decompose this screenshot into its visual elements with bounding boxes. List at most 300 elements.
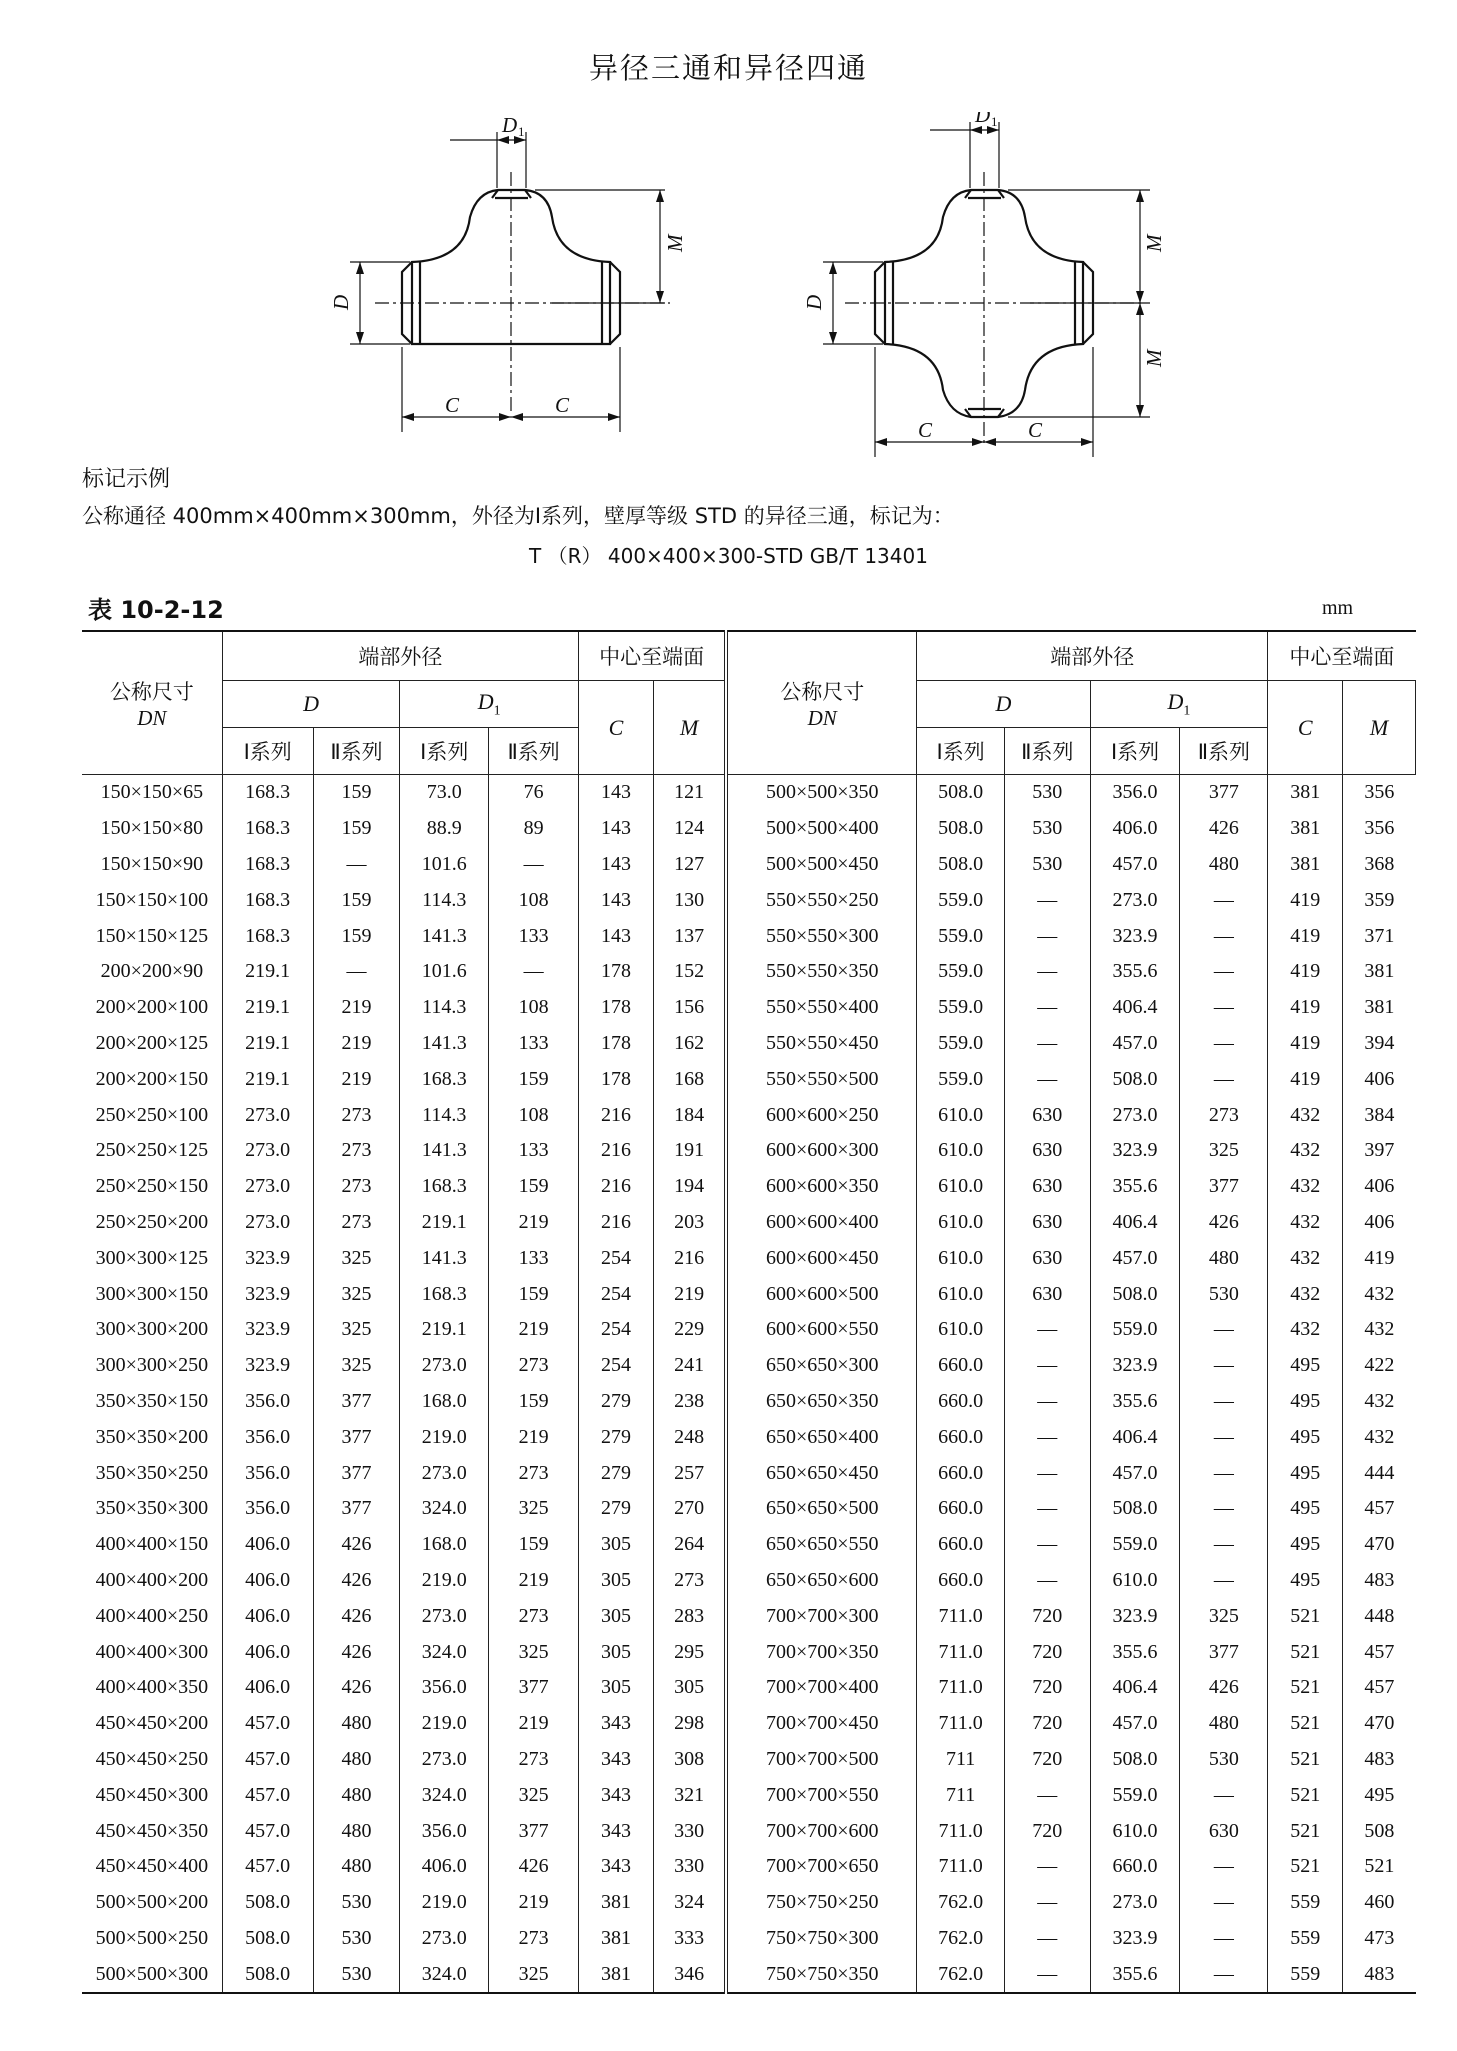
table-cell: 321: [653, 1777, 726, 1813]
table-cell: 89: [489, 811, 579, 847]
table-cell: 720: [1004, 1742, 1090, 1778]
table-cell: 323.9: [1090, 918, 1180, 954]
table-cell: 308: [653, 1742, 726, 1778]
unit-label: mm: [1322, 597, 1354, 619]
table-cell: 159: [313, 775, 400, 811]
table-cell: 101.6: [400, 954, 489, 990]
table-cell: 600×600×300: [726, 1133, 917, 1169]
table-cell: 660.0: [917, 1563, 1005, 1599]
table-cell: 530: [313, 1885, 400, 1921]
svg-text:1: 1: [518, 124, 525, 139]
table-cell: 432: [1268, 1240, 1343, 1276]
table-cell: 273.0: [222, 1097, 313, 1133]
header-end-od-left: 端部外径: [222, 631, 578, 681]
table-cell: 137: [653, 918, 726, 954]
table-cell: 508.0: [1090, 1276, 1180, 1312]
table-cell: 377: [489, 1670, 579, 1706]
table-cell: 521: [1268, 1634, 1343, 1670]
tee-C-right-label: C: [555, 393, 570, 417]
table-cell: 273.0: [222, 1133, 313, 1169]
table-cell: 141.3: [400, 1133, 489, 1169]
table-cell: —: [1004, 1061, 1090, 1097]
table-cell: 323.9: [222, 1276, 313, 1312]
table-cell: 216: [579, 1205, 654, 1241]
table-cell: —: [1180, 1885, 1268, 1921]
table-cell: —: [1004, 1491, 1090, 1527]
table-row: [82, 1563, 1416, 1599]
table-cell: 184: [653, 1097, 726, 1133]
table-cell: 356.0: [400, 1670, 489, 1706]
table-cell: 305: [579, 1634, 654, 1670]
table-cell: 610.0: [917, 1097, 1005, 1133]
table-cell: 133: [489, 1133, 579, 1169]
table-cell: 216: [579, 1133, 654, 1169]
table-cell: 273: [653, 1563, 726, 1599]
table-cell: 480: [313, 1742, 400, 1778]
table-cell: 377: [1180, 1169, 1268, 1205]
table-cell: 325: [313, 1312, 400, 1348]
table-cell: 559.0: [917, 990, 1005, 1026]
table-cell: 330: [653, 1813, 726, 1849]
table-cell: 241: [653, 1348, 726, 1384]
table-cell: —: [1180, 1956, 1268, 1993]
table-cell: 323.9: [1090, 1598, 1180, 1634]
table-cell: 521: [1268, 1706, 1343, 1742]
table-cell: 406.0: [222, 1527, 313, 1563]
table-cell: 295: [653, 1634, 726, 1670]
table-cell: 168.3: [400, 1169, 489, 1205]
table-cell: 133: [489, 1026, 579, 1062]
table-cell: 124: [653, 811, 726, 847]
dimension-table-wrapper: [82, 630, 1416, 1994]
table-cell: 384: [1343, 1097, 1416, 1133]
table-row: [82, 1455, 1416, 1491]
table-cell: 457.0: [1090, 847, 1180, 883]
table-cell: 559.0: [917, 954, 1005, 990]
table-cell: 426: [313, 1670, 400, 1706]
table-cell: 356.0: [1090, 775, 1180, 811]
table-cell: 108: [489, 990, 579, 1026]
table-cell: 324.0: [400, 1634, 489, 1670]
table-cell: 559.0: [917, 918, 1005, 954]
tee-M-label: M: [663, 234, 687, 252]
table-cell: 500×500×250: [82, 1921, 222, 1957]
table-cell: 381: [1268, 775, 1343, 811]
table-row: [82, 1348, 1416, 1384]
table-cell: 273.0: [400, 1455, 489, 1491]
table-cell: 406.4: [1090, 1419, 1180, 1455]
table-cell: 550×550×450: [726, 1026, 917, 1062]
table-cell: 168.3: [222, 847, 313, 883]
table-cell: 250×250×100: [82, 1097, 222, 1133]
tee-D1-label: D: [502, 113, 518, 137]
table-cell: 450×450×400: [82, 1849, 222, 1885]
table-cell: 711.0: [917, 1813, 1005, 1849]
table-cell: 750×750×300: [726, 1921, 917, 1957]
table-cell: 419: [1268, 990, 1343, 1026]
table-cell: 650×650×550: [726, 1527, 917, 1563]
table-cell: 508.0: [1090, 1061, 1180, 1097]
reducing-tee-and-cross-diagram: [290, 112, 1170, 467]
table-cell: 559: [1268, 1885, 1343, 1921]
table-cell: 711: [917, 1742, 1005, 1778]
table-cell: 250×250×125: [82, 1133, 222, 1169]
table-cell: 168.3: [222, 882, 313, 918]
table-cell: 480: [313, 1849, 400, 1885]
table-cell: 350×350×200: [82, 1419, 222, 1455]
table-cell: 711.0: [917, 1849, 1005, 1885]
table-cell: 400×400×150: [82, 1527, 222, 1563]
table-cell: —: [1180, 1527, 1268, 1563]
table-cell: 273.0: [400, 1742, 489, 1778]
table-cell: 283: [653, 1598, 726, 1634]
table-cell: 350×350×250: [82, 1455, 222, 1491]
table-cell: 216: [579, 1169, 654, 1205]
table-cell: 559.0: [917, 1026, 1005, 1062]
table-cell: 377: [313, 1384, 400, 1420]
table-cell: 480: [1180, 847, 1268, 883]
table-cell: —: [1004, 1312, 1090, 1348]
table-cell: 406.0: [222, 1563, 313, 1599]
table-cell: 550×550×350: [726, 954, 917, 990]
table-cell: 480: [313, 1813, 400, 1849]
table-cell: 483: [1343, 1956, 1416, 1993]
table-cell: —: [1180, 1491, 1268, 1527]
table-cell: 480: [313, 1706, 400, 1742]
table-cell: 219.0: [400, 1706, 489, 1742]
table-cell: 508.0: [222, 1885, 313, 1921]
table-cell: 333: [653, 1921, 726, 1957]
header-end-od-right: 端部外径: [917, 631, 1268, 681]
table-cell: 450×450×250: [82, 1742, 222, 1778]
table-row: [82, 1885, 1416, 1921]
table-cell: 219: [313, 1061, 400, 1097]
table-cell: 273.0: [222, 1205, 313, 1241]
table-row: [82, 990, 1416, 1026]
table-cell: 559.0: [1090, 1777, 1180, 1813]
table-cell: 530: [1180, 1742, 1268, 1778]
cross-C-left-label: C: [918, 418, 933, 442]
table-cell: 700×700×350: [726, 1634, 917, 1670]
table-cell: 343: [579, 1742, 654, 1778]
table-cell: 381: [1268, 847, 1343, 883]
table-cell: 377: [1180, 1634, 1268, 1670]
table-cell: 323.9: [222, 1240, 313, 1276]
table-cell: 711.0: [917, 1634, 1005, 1670]
table-cell: 141.3: [400, 1240, 489, 1276]
table-cell: 143: [579, 847, 654, 883]
table-cell: 426: [313, 1527, 400, 1563]
table-cell: 450×450×350: [82, 1813, 222, 1849]
table-row: [82, 1276, 1416, 1312]
table-cell: 495: [1268, 1348, 1343, 1384]
table-cell: —: [1180, 990, 1268, 1026]
table-cell: 426: [489, 1849, 579, 1885]
table-cell: 660.0: [917, 1455, 1005, 1491]
table-cell: 500×500×400: [726, 811, 917, 847]
table-cell: 720: [1004, 1598, 1090, 1634]
table-cell: 88.9: [400, 811, 489, 847]
table-cell: 343: [579, 1706, 654, 1742]
table-cell: 400×400×350: [82, 1670, 222, 1706]
table-cell: 152: [653, 954, 726, 990]
marking-example-heading: 标记示例: [82, 467, 171, 492]
table-cell: —: [1004, 1956, 1090, 1993]
table-cell: 495: [1343, 1777, 1416, 1813]
table-cell: —: [1004, 1348, 1090, 1384]
table-cell: 432: [1343, 1419, 1416, 1455]
table-cell: 273.0: [1090, 1097, 1180, 1133]
table-cell: 159: [489, 1276, 579, 1312]
table-cell: 114.3: [400, 1097, 489, 1133]
table-cell: 700×700×650: [726, 1849, 917, 1885]
table-cell: 480: [1180, 1706, 1268, 1742]
table-cell: 495: [1268, 1419, 1343, 1455]
table-cell: 325: [313, 1348, 400, 1384]
table-cell: 273.0: [400, 1348, 489, 1384]
table-cell: 178: [579, 1026, 654, 1062]
table-row: [82, 954, 1416, 990]
table-row: [82, 775, 1416, 811]
table-row: [82, 1598, 1416, 1634]
header-series2: Ⅱ系列: [313, 728, 400, 775]
table-cell: 219.1: [222, 1061, 313, 1097]
table-cell: 325: [489, 1634, 579, 1670]
table-cell: 521: [1268, 1742, 1343, 1778]
table-cell: 356: [1343, 811, 1416, 847]
table-cell: 219: [489, 1706, 579, 1742]
table-cell: 216: [653, 1240, 726, 1276]
table-cell: 273.0: [400, 1921, 489, 1957]
table-cell: —: [1180, 1348, 1268, 1384]
table-cell: 324.0: [400, 1491, 489, 1527]
table-cell: —: [1004, 990, 1090, 1026]
table-cell: 381: [579, 1885, 654, 1921]
table-cell: 330: [653, 1849, 726, 1885]
table-cell: 355.6: [1090, 954, 1180, 990]
table-cell: 457.0: [1090, 1026, 1180, 1062]
table-cell: 600×600×350: [726, 1169, 917, 1205]
table-cell: 508.0: [222, 1921, 313, 1957]
table-cell: 426: [1180, 1205, 1268, 1241]
table-cell: 273.0: [222, 1169, 313, 1205]
table-cell: 495: [1268, 1491, 1343, 1527]
table-cell: 273.0: [1090, 1885, 1180, 1921]
table-cell: 150×150×100: [82, 882, 222, 918]
table-cell: 600×600×550: [726, 1312, 917, 1348]
table-cell: 457.0: [1090, 1455, 1180, 1491]
table-cell: 371: [1343, 918, 1416, 954]
table-cell: 381: [579, 1921, 654, 1957]
table-row: [82, 1777, 1416, 1813]
table-cell: 273: [313, 1169, 400, 1205]
table-cell: 660.0: [917, 1384, 1005, 1420]
table-cell: 168.3: [222, 811, 313, 847]
table-cell: 660.0: [917, 1348, 1005, 1384]
table-cell: 356.0: [222, 1455, 313, 1491]
table-cell: 450×450×200: [82, 1706, 222, 1742]
table-cell: 377: [1180, 775, 1268, 811]
header-series1: Ⅰ系列: [222, 728, 313, 775]
table-cell: 406: [1343, 1061, 1416, 1097]
table-cell: 219: [313, 990, 400, 1026]
table-cell: 660.0: [917, 1419, 1005, 1455]
table-cell: 630: [1004, 1133, 1090, 1169]
cross-D1-label: D: [975, 112, 991, 127]
table-cell: 178: [579, 990, 654, 1026]
table-row: [82, 1419, 1416, 1455]
table-cell: 270: [653, 1491, 726, 1527]
table-cell: 419: [1268, 918, 1343, 954]
table-cell: 381: [1343, 990, 1416, 1026]
table-cell: 178: [579, 954, 654, 990]
table-cell: 610.0: [1090, 1813, 1180, 1849]
table-cell: 143: [579, 775, 654, 811]
header-series1: Ⅰ系列: [1090, 728, 1180, 775]
table-row: [82, 1634, 1416, 1670]
table-cell: —: [1004, 1777, 1090, 1813]
table-cell: 219.0: [400, 1563, 489, 1599]
table-cell: 610.0: [1090, 1563, 1180, 1599]
table-cell: 323.9: [222, 1348, 313, 1384]
table-cell: 156: [653, 990, 726, 1026]
table-cell: 610.0: [917, 1169, 1005, 1205]
header-C-left: C: [579, 681, 654, 775]
table-cell: 457: [1343, 1491, 1416, 1527]
table-cell: 273: [489, 1921, 579, 1957]
table-cell: 191: [653, 1133, 726, 1169]
table-cell: 305: [579, 1527, 654, 1563]
table-cell: 660.0: [1090, 1849, 1180, 1885]
table-cell: 381: [579, 1956, 654, 1993]
table-cell: 229: [653, 1312, 726, 1348]
table-cell: 600×600×250: [726, 1097, 917, 1133]
table-cell: —: [1004, 1849, 1090, 1885]
table-cell: 216: [579, 1097, 654, 1133]
table-cell: 480: [313, 1777, 400, 1813]
table-cell: 432: [1268, 1169, 1343, 1205]
table-cell: 219: [489, 1205, 579, 1241]
table-cell: 419: [1268, 1026, 1343, 1062]
table-cell: —: [1004, 882, 1090, 918]
table-cell: 762.0: [917, 1956, 1005, 1993]
table-cell: 219: [489, 1312, 579, 1348]
table-cell: 101.6: [400, 847, 489, 883]
table-row: [82, 1133, 1416, 1169]
table-cell: 273: [1180, 1097, 1268, 1133]
table-row: [82, 1026, 1416, 1062]
table-cell: 559.0: [1090, 1527, 1180, 1563]
table-cell: 457.0: [222, 1813, 313, 1849]
table-cell: 143: [579, 882, 654, 918]
table-cell: 114.3: [400, 990, 489, 1026]
table-cell: —: [1004, 1455, 1090, 1491]
table-cell: 700×700×300: [726, 1598, 917, 1634]
table-cell: 500×500×450: [726, 847, 917, 883]
table-cell: 500×500×300: [82, 1956, 222, 1993]
table-cell: 133: [489, 918, 579, 954]
table-cell: 219.1: [400, 1312, 489, 1348]
table-row: [82, 1921, 1416, 1957]
table-cell: 257: [653, 1455, 726, 1491]
table-cell: 377: [313, 1491, 400, 1527]
table-cell: 610.0: [917, 1133, 1005, 1169]
table-cell: 219.0: [400, 1419, 489, 1455]
table-cell: —: [489, 954, 579, 990]
table-cell: 508.0: [917, 775, 1005, 811]
header-series2: Ⅱ系列: [489, 728, 579, 775]
table-cell: 250×250×200: [82, 1205, 222, 1241]
table-cell: 630: [1004, 1205, 1090, 1241]
table-cell: 521: [1268, 1777, 1343, 1813]
table-cell: —: [1180, 882, 1268, 918]
table-cell: 248: [653, 1419, 726, 1455]
header-D1-left: $D_1$: [400, 681, 579, 728]
table-cell: 159: [313, 882, 400, 918]
table-cell: 422: [1343, 1348, 1416, 1384]
table-cell: 406.0: [222, 1634, 313, 1670]
table-row: [82, 1527, 1416, 1563]
table-cell: —: [1004, 1885, 1090, 1921]
table-row: [82, 1706, 1416, 1742]
table-cell: 457: [1343, 1670, 1416, 1706]
header-nominal-left: 公称尺寸 DN: [82, 631, 222, 775]
table-cell: 150×150×80: [82, 811, 222, 847]
table-cell: 650×650×450: [726, 1455, 917, 1491]
table-cell: 279: [579, 1491, 654, 1527]
table-cell: 630: [1180, 1813, 1268, 1849]
table-cell: —: [1180, 1061, 1268, 1097]
table-cell: 610.0: [917, 1240, 1005, 1276]
tee-C-left-label: C: [445, 393, 460, 417]
table-cell: 495: [1268, 1563, 1343, 1599]
table-cell: 650×650×350: [726, 1384, 917, 1420]
table-cell: —: [1004, 1563, 1090, 1599]
table-cell: 660.0: [917, 1491, 1005, 1527]
table-row: [82, 1742, 1416, 1778]
table-cell: 323.9: [1090, 1348, 1180, 1384]
table-cell: —: [1004, 1384, 1090, 1420]
table-cell: 377: [489, 1813, 579, 1849]
table-cell: 377: [313, 1455, 400, 1491]
table-cell: 419: [1268, 1061, 1343, 1097]
header-series1: Ⅰ系列: [400, 728, 489, 775]
table-cell: 355.6: [1090, 1634, 1180, 1670]
table-cell: 711.0: [917, 1598, 1005, 1634]
table-cell: 359: [1343, 882, 1416, 918]
table-cell: 168: [653, 1061, 726, 1097]
table-cell: 457.0: [222, 1706, 313, 1742]
table-cell: 448: [1343, 1598, 1416, 1634]
table-cell: 355.6: [1090, 1384, 1180, 1420]
table-cell: 305: [579, 1598, 654, 1634]
table-cell: 168.3: [222, 918, 313, 954]
table-cell: 324.0: [400, 1956, 489, 1993]
table-cell: 483: [1343, 1563, 1416, 1599]
table-cell: 219.1: [222, 990, 313, 1026]
table-cell: 432: [1343, 1312, 1416, 1348]
cross-M-top-label: M: [1142, 234, 1166, 252]
table-cell: 521: [1268, 1670, 1343, 1706]
table-cell: 305: [653, 1670, 726, 1706]
table-cell: 350×350×300: [82, 1491, 222, 1527]
table-cell: 400×400×300: [82, 1634, 222, 1670]
table-cell: 159: [489, 1061, 579, 1097]
header-series2: Ⅱ系列: [1004, 728, 1090, 775]
table-cell: 750×750×350: [726, 1956, 917, 1993]
table-cell: 219.0: [400, 1885, 489, 1921]
table-cell: —: [1004, 1527, 1090, 1563]
